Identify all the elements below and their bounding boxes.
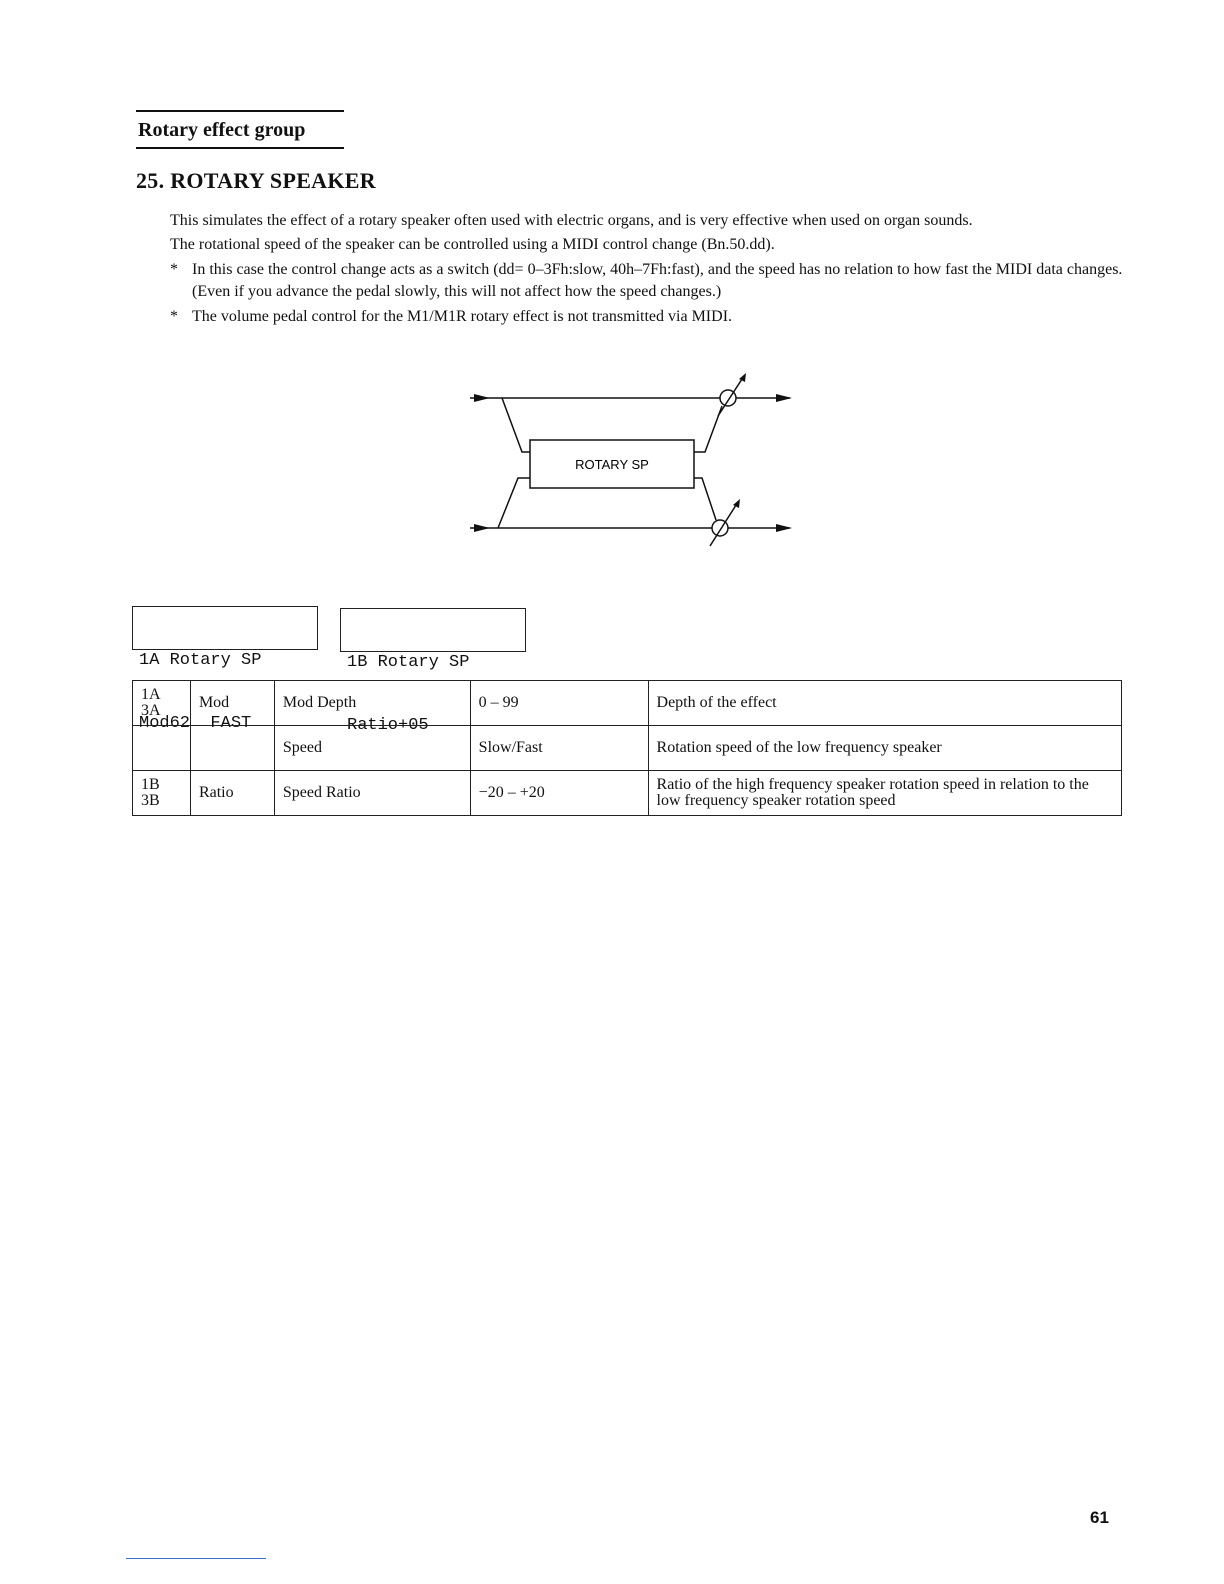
label-cell: Mod <box>190 681 274 726</box>
lcd-line-2: Ratio+05 <box>347 716 429 735</box>
range-cell: Slow/Fast <box>470 726 648 771</box>
top-output-branch <box>694 406 722 452</box>
description-cell: Depth of the effect <box>648 681 1121 726</box>
page-cell <box>133 726 191 771</box>
section-title: 25. ROTARY SPEAKER <box>136 168 376 193</box>
intro-paragraph-line-1: This simulates the effect of a rotary speaker often used with electric organs, and is very effective when used on organ sounds. <box>170 212 973 229</box>
top-input-arrow-head <box>474 394 490 402</box>
label-cell <box>190 726 274 771</box>
bottom-variable-arrow <box>710 502 738 546</box>
rotary-sp-label: ROTARY SP <box>575 457 649 472</box>
top-variable-arrow <box>718 376 744 416</box>
parameter-cell: Speed Ratio <box>274 771 470 816</box>
range-cell: 0 – 99 <box>470 681 648 726</box>
note-marker: * <box>170 308 178 325</box>
label-cell: Ratio <box>190 771 274 816</box>
note-text: In this case the control change acts as a switch (dd= 0–3Fh:slow, 40h–7Fh:fast), and the speed has no relation to how fast the MIDI data changes. (Even if you advance the pedal slowly, this will not affect how the speed changes.) <box>192 261 1123 300</box>
parameter-table <box>132 680 1122 816</box>
note-marker: * <box>170 261 178 278</box>
range-cell: −20 – +20 <box>470 771 648 816</box>
description-cell: Ratio of the high frequency speaker rotation speed in relation to the low frequency speaker rotation speed <box>648 771 1121 816</box>
bottom-variable-arrow-head <box>733 499 740 508</box>
lcd-line-1: 1B Rotary SP <box>347 653 470 672</box>
group-title: Rotary effect group <box>136 110 344 149</box>
lcd-line-2: Mod62 FAST <box>139 714 252 733</box>
top-variable-arrow-head <box>739 373 746 382</box>
bottom-input-arrow-head <box>474 524 490 532</box>
page-number: 61 <box>1090 1508 1109 1527</box>
top-output-arrow-head <box>776 394 792 402</box>
note-1 <box>170 259 1150 303</box>
top-input-branch <box>502 398 530 452</box>
bottom-output-arrow-head <box>776 524 792 532</box>
note-text: The volume pedal control for the M1/M1R rotary effect is not transmitted via MIDI. <box>192 308 733 325</box>
lcd-line-1: 1A Rotary SP <box>139 651 262 670</box>
note-2 <box>170 306 1150 328</box>
page-cell: 1A 3A <box>133 681 191 726</box>
table-row <box>133 726 1122 771</box>
intro-paragraph-line-2: The rotational speed of the speaker can be controlled using a MIDI control change (Bn.50.dd). <box>170 236 775 253</box>
parameter-cell: Mod Depth <box>274 681 470 726</box>
bottom-output-branch <box>694 478 716 520</box>
footer-rule <box>126 1558 266 1559</box>
table-row <box>133 771 1122 816</box>
description-cell: Rotation speed of the low frequency speaker <box>648 726 1121 771</box>
bottom-input-branch <box>498 478 530 528</box>
table-row <box>133 681 1122 726</box>
page-cell: 1B 3B <box>133 771 191 816</box>
rotary-signal-flow-diagram <box>460 370 800 560</box>
parameter-cell: Speed <box>274 726 470 771</box>
